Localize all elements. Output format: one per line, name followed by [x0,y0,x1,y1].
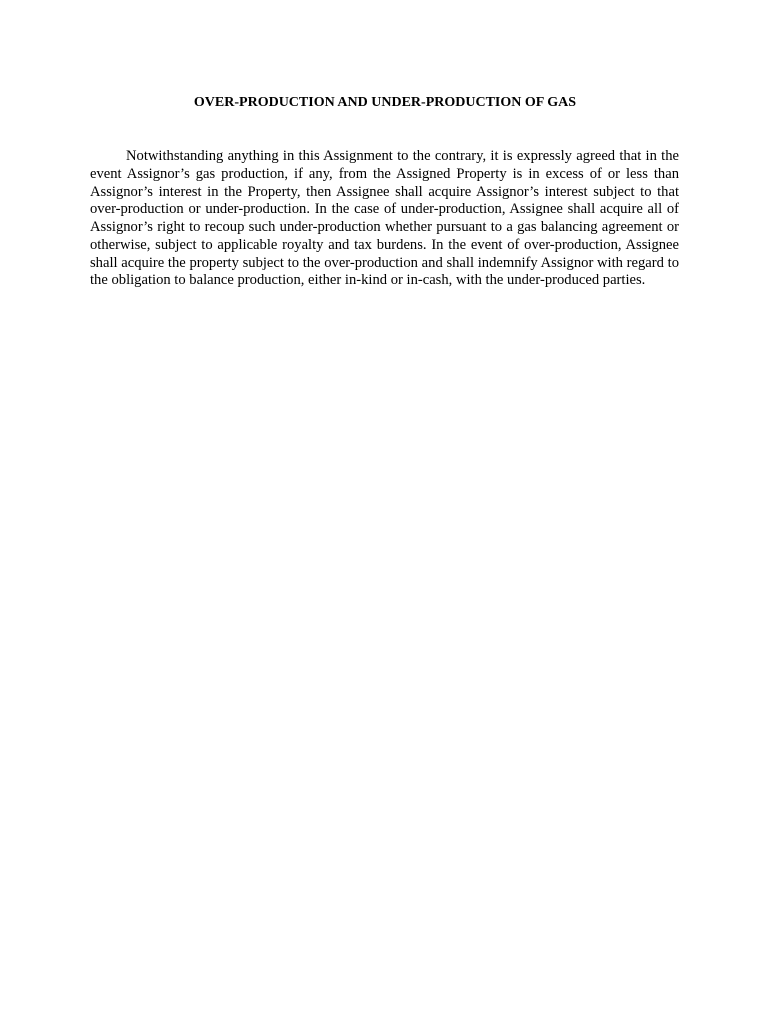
document-title: OVER-PRODUCTION AND UNDER-PRODUCTION OF GAS [193,95,577,110]
document-paragraph: Notwithstanding anything in this Assignment to the contrary, it is expressly agreed that in the event Assignor’s gas production, if any, from the Assigned Property is in excess of or less than Assignor’s interest in the Property, then Assignee shall acquire Assignor’s interest subject to that over-production or under-production. In the case of under-production, Assignee shall acquire all of Assignor’s right to recoup such under-production whether pursuant to a gas balancing agreement or otherwise, subject to applicable royalty and tax burdens. In the event of over-production, Assignee shall acquire the property subject to the over-production and shall indemnify Assignor with regard to the obligation to balance production, either in-kind or in-cash, with the under-produced parties. [90,148,679,289]
